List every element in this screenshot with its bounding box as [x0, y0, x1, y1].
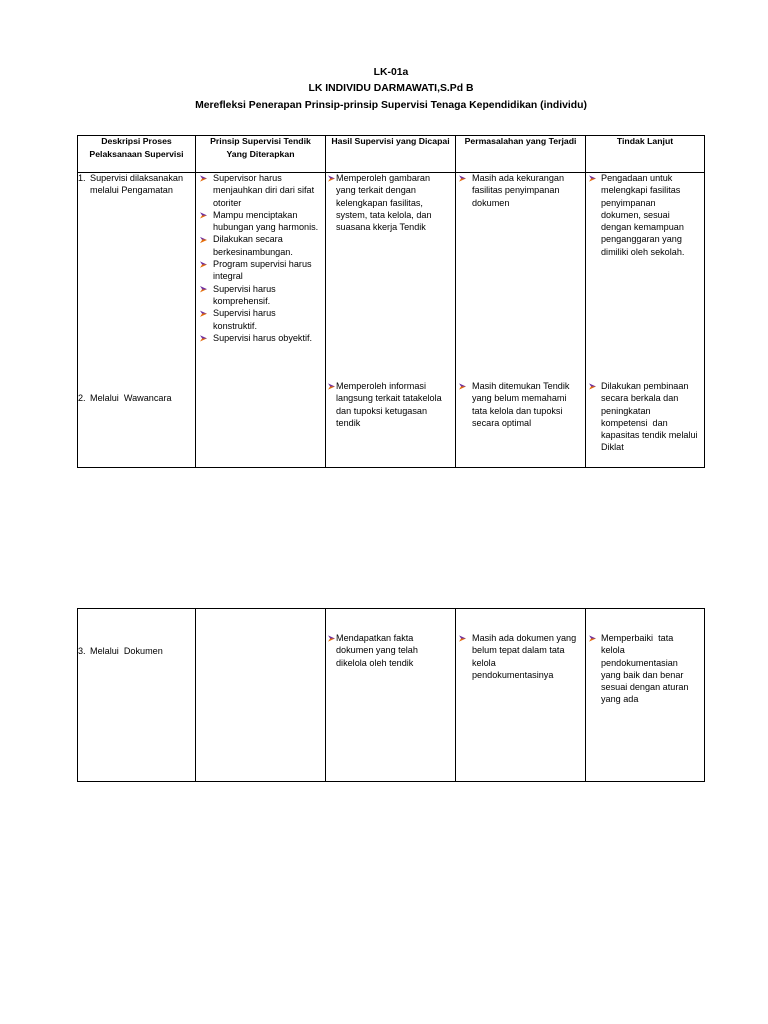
process-entry-3	[78, 645, 163, 657]
process-entry-1	[78, 172, 183, 197]
arrow-bullet-icon	[459, 380, 472, 392]
arrow-bullet-icon	[459, 172, 472, 184]
entry-number: 1.	[78, 173, 86, 183]
principles-cell	[196, 609, 326, 781]
supervision-table-part-2	[77, 608, 705, 782]
result-item-3	[328, 632, 418, 669]
arrow-bullet-icon	[459, 632, 472, 644]
result-item-1	[328, 172, 432, 233]
principles-list	[200, 172, 318, 344]
follow-up-item-2	[589, 380, 698, 454]
principles-cell	[196, 173, 326, 467]
problem-item-1	[459, 172, 564, 209]
arrow-bullet-icon	[328, 172, 336, 184]
arrow-bullet-icon	[589, 632, 601, 644]
header-cell-result	[326, 136, 456, 173]
column-header-problem: Permasalahan yang Terjadi	[464, 136, 577, 146]
column-header-principles: Prinsip Supervisi Tendik Yang Diterapkan	[210, 136, 311, 159]
header-cell-principles	[196, 136, 326, 173]
principle-item	[200, 332, 318, 344]
principle-text: Dilakukan secara berkesinambungan.	[213, 234, 293, 257]
problem-cell	[456, 609, 586, 781]
result-cell	[326, 609, 456, 781]
problem-cell	[456, 173, 586, 467]
principle-text: Supervisor harus menjauhkan diri dari sifat otoriter	[213, 173, 315, 208]
arrow-bullet-icon	[200, 283, 213, 295]
document-code: LK-01a	[373, 67, 409, 78]
follow-up-cell	[586, 609, 704, 781]
follow-up-text: Pengadaan untuk melengkapi fasilitas penyimpanan dokumen, sesuai dengan kemampuan penganggaran yang dimiliki oleh sekolah.	[601, 173, 685, 257]
arrow-bullet-icon	[200, 209, 213, 221]
follow-up-text: Memperbaiki tata kelola pendokumentasian yang baik dan benar sesuai dengan aturan yang ada	[601, 633, 689, 705]
arrow-bullet-icon	[200, 233, 213, 245]
problem-text: Masih ada dokumen yang belum tepat dalam tata kelola pendokumentasinya	[472, 633, 577, 680]
principle-text: Mampu menciptakan hubungan yang harmonis.	[213, 209, 319, 233]
process-text: Supervisi dilaksanakan melalui Pengamatan	[90, 173, 184, 196]
arrow-bullet-icon	[200, 172, 213, 184]
process-cell	[78, 609, 196, 781]
problem-item-2	[459, 380, 569, 429]
arrow-bullet-icon	[200, 258, 213, 270]
follow-up-item-3	[589, 632, 688, 706]
process-text: Melalui Dokumen	[90, 646, 163, 656]
process-cell	[78, 173, 196, 467]
principle-item	[200, 283, 318, 308]
follow-up-item-1	[589, 172, 684, 258]
arrow-bullet-icon	[200, 307, 213, 319]
result-text: Memperoleh gambaran yang terkait dengan kelengkapan fasilitas, system, tata kelola, dan suasana kkerja Tendik	[336, 173, 432, 233]
arrow-bullet-icon	[328, 380, 336, 392]
result-text: Mendapatkan fakta dokumen yang telah dikelola oleh tendik	[336, 633, 418, 668]
result-item-2	[328, 380, 442, 429]
follow-up-cell	[586, 173, 704, 467]
column-header-follow-up: Tindak Lanjut	[616, 136, 674, 146]
principle-item	[200, 258, 318, 283]
process-text: Melalui Wawancara	[90, 393, 172, 403]
supervision-table-part-1	[77, 135, 705, 468]
principle-item	[200, 233, 318, 258]
problem-item-3	[459, 632, 576, 681]
principle-text: Supervisi harus obyektif.	[213, 332, 313, 343]
arrow-bullet-icon	[200, 332, 213, 344]
principle-text: Program supervisi harus integral	[213, 259, 312, 282]
header-cell-follow-up	[586, 136, 704, 173]
header-cell-process	[78, 136, 196, 173]
header-cell-problem	[456, 136, 586, 173]
problem-text: Masih ada kekurangan fasilitas penyimpanan dokumen	[472, 173, 565, 208]
entry-number: 2.	[78, 393, 86, 403]
follow-up-text: Dilakukan pembinaan secara berkala dan peningkatan kompetensi dan kapasitas tendik melalui Diklat	[601, 381, 698, 453]
principle-item	[200, 209, 318, 234]
principle-text: Supervisi harus konstruktif.	[213, 308, 276, 331]
result-cell	[326, 173, 456, 467]
result-text: Memperoleh informasi langsung terkait tatakelola dan tupoksi ketugasan tendik	[336, 381, 442, 428]
principle-item	[200, 307, 318, 332]
document-subtitle: Merefleksi Penerapan Prinsip-prinsip Supervisi Tenaga Kependidikan (individu)	[195, 100, 587, 111]
arrow-bullet-icon	[589, 380, 601, 392]
column-header-process: Deskripsi Proses Pelaksanaan Supervisi	[89, 136, 184, 159]
arrow-bullet-icon	[328, 632, 336, 644]
document-title: LK INDIVIDU DARMAWATI,S.Pd B	[308, 83, 474, 94]
problem-text: Masih ditemukan Tendik yang belum memahami tata kelola dan tupoksi secara optimal	[472, 381, 570, 428]
process-entry-2	[78, 392, 172, 404]
arrow-bullet-icon	[589, 172, 601, 184]
principle-item	[200, 172, 318, 209]
principle-text: Supervisi harus komprehensif.	[213, 283, 276, 306]
column-header-result: Hasil Supervisi yang Dicapai	[331, 136, 450, 146]
entry-number: 3.	[78, 646, 86, 656]
